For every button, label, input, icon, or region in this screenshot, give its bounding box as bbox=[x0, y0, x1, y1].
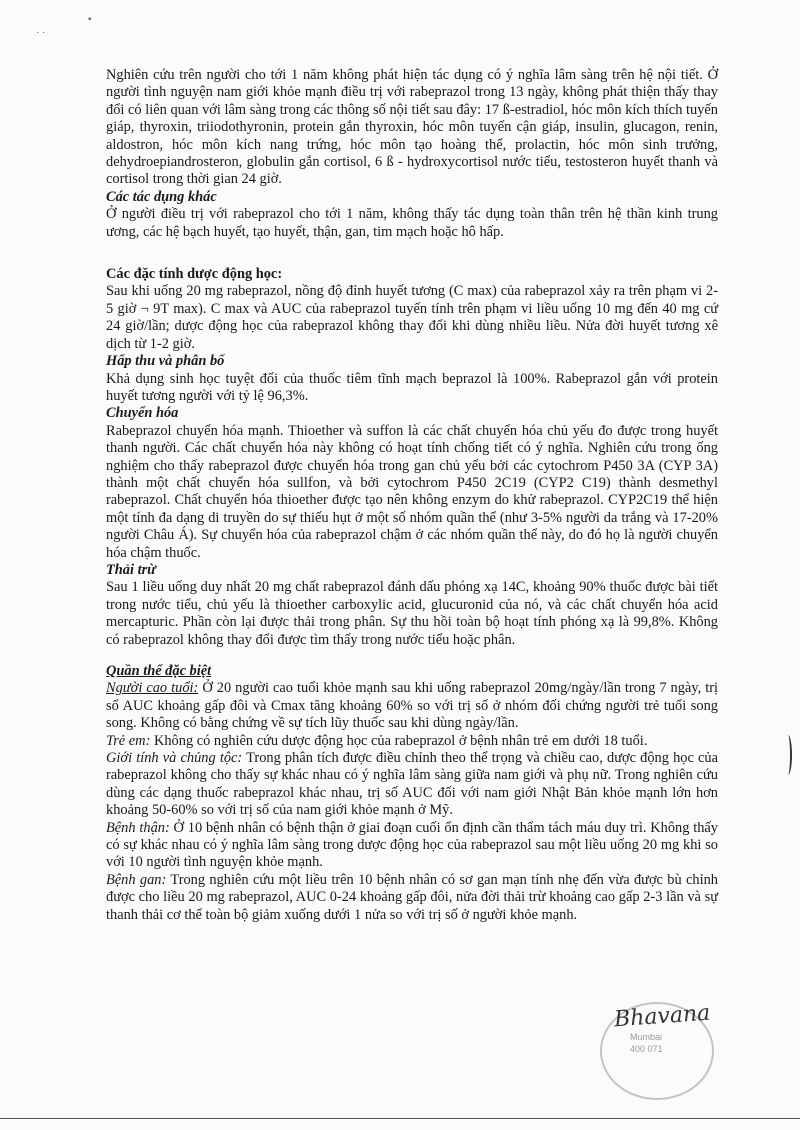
document-body bbox=[106, 67, 718, 924]
scan-speck: ▪ bbox=[88, 14, 92, 25]
label-children: Trẻ em: bbox=[106, 732, 151, 749]
margin-mark bbox=[784, 735, 792, 775]
heading-special-populations: Quần thể đặc biệt bbox=[106, 663, 212, 679]
heading-other-effects: Các tác dụng khác bbox=[106, 188, 217, 205]
label-hepatic: Bệnh gan: bbox=[106, 871, 167, 888]
heading-absorption: Hấp thu và phân bố bbox=[106, 353, 225, 370]
heading-pharmacokinetics: Các đặc tính dược động học: bbox=[106, 266, 283, 283]
label-gender: Giới tính và chủng tộc: bbox=[106, 750, 243, 767]
paragraph-hepatic bbox=[106, 872, 718, 924]
heading-metabolism: Chuyển hóa bbox=[106, 405, 179, 422]
paragraph-metabolism: Rabeprazol chuyển hóa mạnh. Thioether và suffon là các chất chuyển hóa chủ yếu đo được trong huyết thanh người. Các chất chuyển hóa này không có hoạt tính chống tiết có ý nghĩa. Nghiên cứu trong ống nghiệm cho thấy rabeprazol được chuyển hóa trong gan chủ yếu bởi các cytochrom P450 3A (CYP 3A) thành một chất chuyển hóa sullfon, và bởi cytochrom P450 2C19 (CYP2 C19) thành desmethyl rabeprazol. Chất chuyển hóa thioether được tạo nên không enzym do khử rabeprazol. CYP2C19 thể hiện một tính đa dạng di truyền do sự thiếu hụt ở một số nhóm quần thể (như 3-5% người da trắng và 17-20% người Châu Á). Sự chuyển hóa của rabeprazol chậm ở các nhóm quần thể này, do đó họ là người chuyển hóa chậm thuốc. bbox=[106, 422, 718, 561]
text-hepatic: Trong nghiên cứu một liều trên 10 bệnh nhân có sơ gan mạn tính nhẹ đến vừa được bù chỉnh được cho liều 20 mg rabeprazol, AUC 0-24 khoảng gấp đôi, nửa đời thải trừ khoảng cao gấp 2-3 lần và sự thanh thải cơ thể toàn bộ giảm xuống dưới 1 nửa so với trị số ở người khỏe mạnh. bbox=[106, 871, 719, 923]
paragraph-elderly bbox=[106, 680, 718, 732]
text-renal: Ở 10 bệnh nhân có bệnh thận ở giai đoạn cuối ổn định cần thẩm tách máu duy trì. Không thấy có sự khác nhau có ý nghĩa lâm sàng trong dược động học của rabeprazol sau một liều uống 20 mg khi so với 10 người tình nguyện khỏe mạnh. bbox=[106, 819, 718, 871]
label-renal: Bệnh thận: bbox=[106, 819, 170, 836]
paragraph-other-effects: Ở người điều trị với rabeprazol cho tới 1 năm, không thấy tác dụng toàn thân trên hệ thần kinh trung ương, các hệ bạch huyết, tạo huyết, thận, gan, tim mạch hoặc hô hấp. bbox=[106, 206, 718, 240]
heading-excretion: Thải trừ bbox=[106, 561, 156, 578]
label-elderly: Người cao tuổi: bbox=[106, 680, 199, 697]
stamp-city: Mumbai bbox=[630, 1032, 663, 1042]
page-edge-line bbox=[0, 1118, 800, 1119]
paragraph-pharmacokinetics: Sau khi uống 20 mg rabeprazol, nồng độ đỉnh huyết tương (C max) của rabeprazol xảy ra trên phạm vi 2-5 giờ ¬ 9T max). C max và AUC của rabeprazol tuyến tính trên phạm vi liều uống 10 mg đến 40 mg cứ 24 giờ/lần; dược động học của rabeprazol không thay đổi khi dùng nhiều liều. Nửa đời huyết tương xê dịch từ 1-2 giờ. bbox=[106, 283, 718, 352]
paragraph-renal bbox=[106, 820, 718, 872]
paragraph-gender bbox=[106, 750, 718, 820]
paragraph-children bbox=[106, 733, 718, 750]
paragraph-endocrine: Nghiên cứu trên người cho tới 1 năm không phát hiện tác dụng có ý nghĩa lâm sàng trên hệ nội tiết. Ở người tình nguyện nam giới khỏe mạnh điều trị với rabeprazol trong 13 ngày, không phát thiện thấy thay đổi có liên quan với lâm sàng trong các thông số nội tiết sau đây: 17 ß-estradiol, hóc môn kích thích tuyến giáp, thyroxin, triiodothyronin, protein gắn thyroxin, hóc môn tuyến cận giáp, insulin, glucagon, renin, aldostron, hóc môn kích nang trứng, hóc môn tạo hoàng thể, prolactin, hóc môn sinh trưởng, dehydroepiandrosteron, globulin gắn cortisol, 6 ß - hydroxycortisol nước tiểu, testosteron huyết thanh và cortisol trong thời gian 24 giờ. bbox=[106, 67, 718, 188]
paragraph-absorption: Khả dụng sinh học tuyệt đối của thuốc tiêm tĩnh mạch beprazol là 100%. Rabeprazol gắn với protein huyết tương người với tỷ lệ 96,3%. bbox=[106, 370, 718, 404]
paragraph-excretion: Sau 1 liều uống duy nhất 20 mg chất rabeprazol đánh dấu phóng xạ 14C, khoảng 90% thuốc được bài tiết trong nước tiểu, chủ yếu là thioether carboxylic acid, glucuronid của nó, và các chất chuyển hóa acid mercapturic. Phần còn lại được thải trong phân. Sự thu hồi toàn bộ hoạt tính phóng xạ là 99,8%. Không có rabeprazol không thay đổi được tìm thấy trong nước tiểu hoặc phân. bbox=[106, 579, 718, 648]
stamp-code: 400 071 bbox=[630, 1044, 663, 1054]
scan-speck: · · bbox=[36, 28, 46, 39]
text-children: Không có nghiên cứu dược động học của rabeprazol ở bệnh nhân trẻ em dưới 18 tuổi. bbox=[150, 732, 648, 749]
signature: Bhavana bbox=[613, 1000, 712, 1033]
text-gender: Trong phân tích được điều chỉnh theo thể trọng và chiều cao, dược động học của rabeprazol không cho thấy sự khác nhau có ý nghĩa lâm sàng giữa nam giới và phụ nữ. Trong nghiên cứu dùng các dạng thuốc rabeprazol khác nhau, trị số AUC đối với nam giới Nhật Bản khỏe mạnh lớn hơn khoảng 50-60% so với trị số của nam giới khỏe mạnh ở Mỹ. bbox=[106, 750, 718, 819]
text-elderly: Ở 20 người cao tuổi khỏe mạnh sau khi uống rabeprazol 20mg/ngày/lần trong 7 ngày, trị số AUC khoảng gấp đôi và Cmax tăng khoảng 60% so với trị số ở nhóm đối chứng người trẻ tuổi song song. Không có bằng chứng về sự tích lũy thuốc sau khi dùng ngày/lần. bbox=[106, 680, 718, 732]
